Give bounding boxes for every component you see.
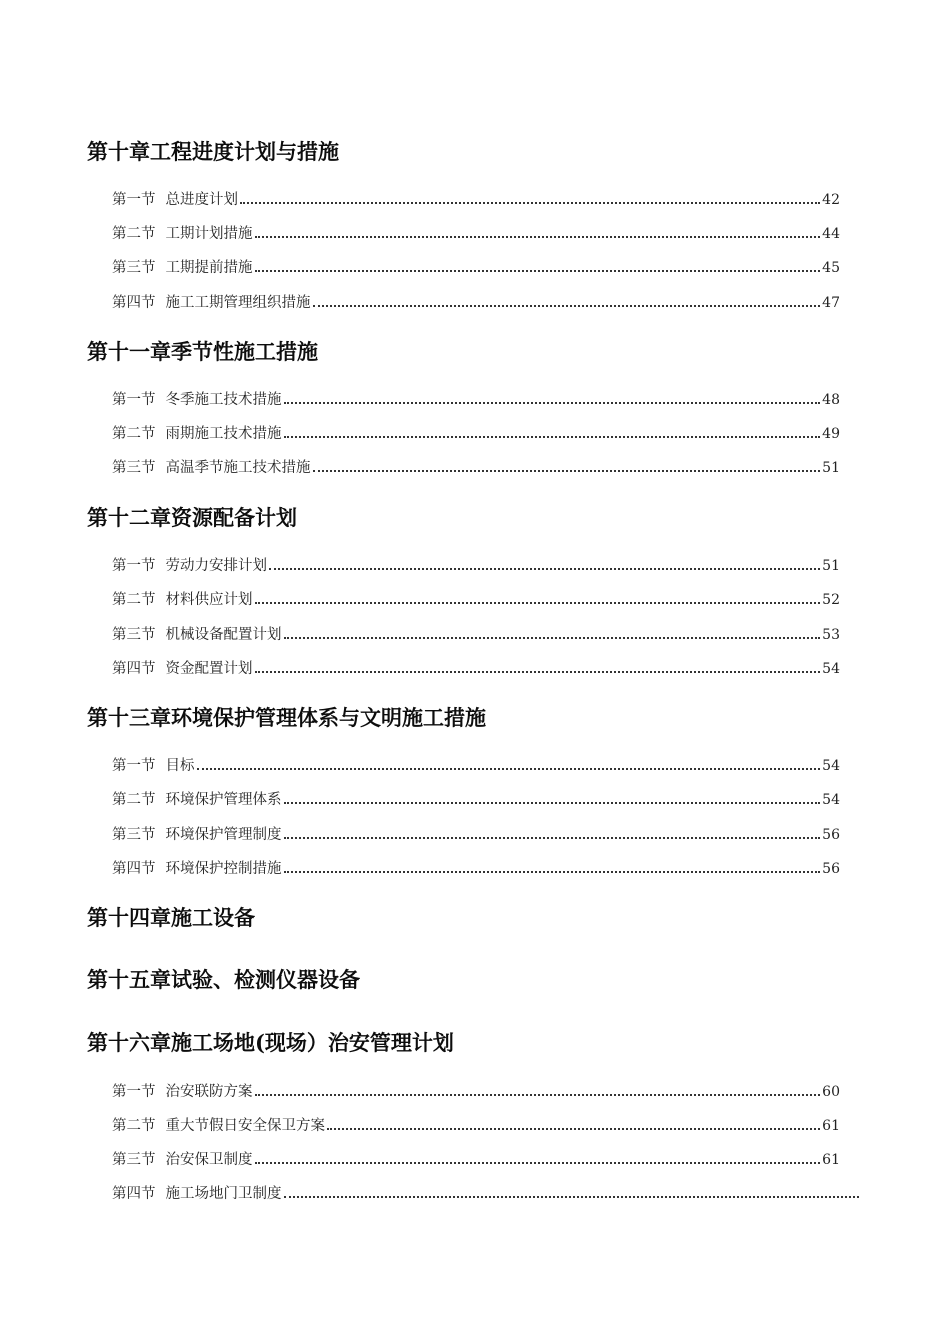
section-title: 高温季节施工技术措施 (165, 460, 311, 476)
page-number: 61 (822, 1152, 840, 1168)
dot-leader (255, 235, 821, 238)
dot-leader (313, 304, 821, 307)
toc-entry[interactable] (112, 756, 840, 776)
dot-leader (255, 601, 821, 604)
section-number: 第三节 (112, 1152, 156, 1168)
dot-leader (284, 870, 821, 873)
section-title: 治安联防方案 (165, 1084, 253, 1100)
page-number: 54 (822, 661, 840, 677)
page-number: 56 (822, 861, 840, 877)
page-number: 56 (822, 827, 840, 843)
section-number: 第四节 (112, 661, 156, 677)
chapter-heading: 第十一章季节性施工措施 (87, 339, 318, 364)
toc-entry[interactable] (112, 424, 840, 444)
section-title: 工期计划措施 (165, 226, 253, 242)
section-number: 第四节 (112, 295, 156, 311)
dot-leader (284, 801, 821, 804)
section-number: 第一节 (112, 192, 156, 208)
dot-leader (255, 1161, 821, 1164)
dot-leader (313, 469, 821, 472)
toc-entry[interactable] (112, 790, 840, 810)
section-title: 重大节假日安全保卫方案 (165, 1118, 325, 1134)
dot-leader (197, 767, 821, 770)
section-number: 第一节 (112, 558, 156, 574)
dot-leader (284, 836, 821, 839)
toc-entry[interactable] (112, 190, 840, 210)
section-number: 第三节 (112, 460, 156, 476)
section-title: 环境保护管理体系 (165, 792, 282, 808)
section-number: 第三节 (112, 827, 156, 843)
page-number: 52 (822, 592, 840, 608)
section-title: 治安保卫制度 (165, 1152, 253, 1168)
section-number: 第一节 (112, 392, 156, 408)
toc-entry[interactable] (112, 1082, 840, 1102)
chapter-heading: 第十四章施工设备 (87, 905, 255, 930)
section-title: 资金配置计划 (165, 661, 253, 677)
dot-leader (284, 1195, 860, 1198)
page-number: 49 (822, 426, 840, 442)
section-number: 第一节 (112, 758, 156, 774)
page-number: 54 (822, 758, 840, 774)
chapter-heading: 第十五章试验、检测仪器设备 (87, 967, 360, 992)
page-number: 53 (822, 627, 840, 643)
dot-leader (327, 1127, 820, 1130)
toc-entry[interactable] (112, 590, 840, 610)
chapter-heading: 第十章工程进度计划与措施 (87, 139, 339, 164)
toc-entry[interactable] (112, 1184, 861, 1204)
chapter-heading: 第十三章环境保护管理体系与文明施工措施 (87, 705, 486, 730)
page-number: 45 (822, 260, 840, 276)
dot-leader (269, 567, 820, 570)
page-number: 54 (822, 792, 840, 808)
page-number: 44 (822, 226, 840, 242)
toc-entry[interactable] (112, 1150, 840, 1170)
section-number: 第四节 (112, 1186, 156, 1202)
page-number: 61 (822, 1118, 840, 1134)
section-number: 第一节 (112, 1084, 156, 1100)
dot-leader (255, 1093, 821, 1096)
dot-leader (284, 636, 821, 639)
toc-entry[interactable] (112, 224, 840, 244)
section-title: 机械设备配置计划 (165, 627, 282, 643)
section-title: 劳动力安排计划 (165, 558, 267, 574)
page-number: 51 (822, 558, 840, 574)
section-number: 第四节 (112, 861, 156, 877)
toc-entry[interactable] (112, 556, 840, 576)
toc-entry[interactable] (112, 390, 840, 410)
dot-leader (284, 401, 821, 404)
section-number: 第二节 (112, 592, 156, 608)
page-number: 48 (822, 392, 840, 408)
toc-entry[interactable] (112, 458, 840, 478)
section-title: 雨期施工技术措施 (165, 426, 282, 442)
section-title: 材料供应计划 (165, 592, 253, 608)
page-number: 60 (822, 1084, 840, 1100)
section-number: 第二节 (112, 792, 156, 808)
toc-entry[interactable] (112, 825, 840, 845)
page-number: 42 (822, 192, 840, 208)
section-title: 目标 (165, 758, 195, 774)
dot-leader (240, 201, 820, 204)
section-title: 施工工期管理组织措施 (165, 295, 311, 311)
toc-entry[interactable] (112, 659, 840, 679)
section-title: 冬季施工技术措施 (165, 392, 282, 408)
dot-leader (284, 435, 821, 438)
section-title: 环境保护管理制度 (165, 827, 282, 843)
section-title: 施工场地门卫制度 (165, 1186, 282, 1202)
chapter-heading: 第十二章资源配备计划 (87, 505, 297, 530)
toc-entry[interactable] (112, 1116, 840, 1136)
section-number: 第二节 (112, 1118, 156, 1134)
section-number: 第二节 (112, 226, 156, 242)
toc-entry[interactable] (112, 258, 840, 278)
section-number: 第三节 (112, 627, 156, 643)
dot-leader (255, 269, 821, 272)
page-number: 47 (822, 295, 840, 311)
section-number: 第三节 (112, 260, 156, 276)
toc-entry[interactable] (112, 293, 840, 313)
section-title: 环境保护控制措施 (165, 861, 282, 877)
toc-entry[interactable] (112, 859, 840, 879)
chapter-heading: 第十六章施工场地(现场）治安管理计划 (87, 1030, 454, 1055)
section-number: 第二节 (112, 426, 156, 442)
section-title: 工期提前措施 (165, 260, 253, 276)
section-title: 总进度计划 (165, 192, 238, 208)
page-number: 51 (822, 460, 840, 476)
toc-entry[interactable] (112, 625, 840, 645)
dot-leader (255, 670, 821, 673)
